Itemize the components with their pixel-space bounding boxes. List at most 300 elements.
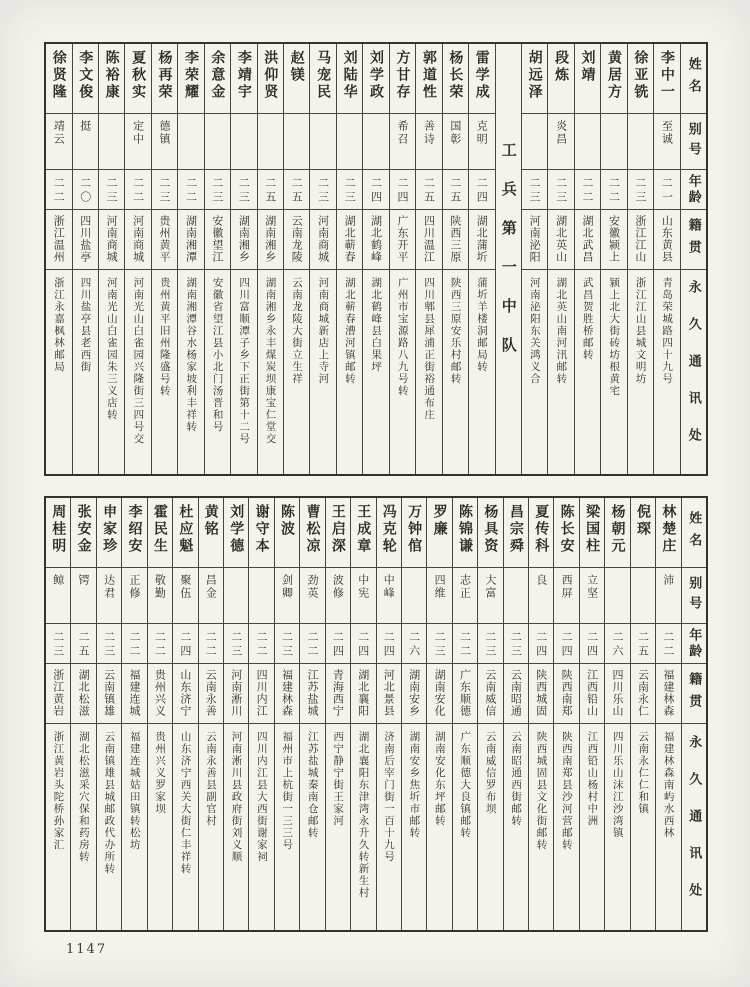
name-cell-text: 李靖宇	[235, 50, 252, 101]
address-cell	[152, 270, 177, 474]
name-cell-text: 陈波	[279, 504, 296, 538]
address-cell-text: 安徽省望江县小北门汤晋和号	[211, 277, 224, 433]
name-cell	[377, 498, 401, 568]
address-cell-text: 西宁静宁街王家河	[332, 731, 345, 827]
name-cell-text: 冯克轮	[380, 504, 397, 555]
age-cell	[580, 624, 604, 664]
native-cell-text: 浙江江山	[633, 215, 647, 263]
entry-column	[70, 498, 95, 930]
name-cell-text: 陈锦谦	[456, 504, 473, 555]
age-cell-text: 二二	[184, 177, 198, 205]
age-cell-text: 二三	[102, 631, 116, 659]
alias-cell	[122, 568, 146, 624]
age-cell	[453, 624, 477, 664]
name-cell-text: 刘靖	[579, 50, 596, 84]
address-cell	[504, 724, 528, 930]
alias-cell-text: 西屏	[560, 574, 574, 600]
name-cell	[478, 498, 502, 568]
age-cell	[73, 170, 98, 210]
address-cell	[478, 724, 502, 930]
address-cell-text: 云南龙陵大街立生祥	[290, 277, 303, 385]
name-cell-text: 李绍安	[126, 504, 143, 555]
address-cell	[628, 270, 653, 474]
register-table-top	[44, 42, 708, 476]
native-cell-text: 湖北松滋	[77, 669, 91, 717]
native-cell-text: 河南商城	[131, 215, 145, 263]
address-cell-text: 云南威信罗布坝	[484, 731, 497, 815]
age-cell	[205, 170, 230, 210]
name-cell-text: 刘学政	[368, 50, 385, 101]
address-cell	[656, 724, 680, 930]
address-cell-text: 福州市上杭街一三三号	[281, 731, 294, 851]
address-cell	[148, 724, 172, 930]
name-cell	[97, 498, 121, 568]
address-cell	[326, 724, 350, 930]
entry-column	[521, 44, 547, 474]
address-cell-text: 广东顺德大良镇邮转	[459, 731, 472, 839]
alias-cell	[363, 114, 388, 170]
age-cell	[469, 170, 494, 210]
native-cell-text: 贵州兴义	[153, 669, 167, 717]
native-cell	[654, 210, 679, 270]
age-cell-text: 二三	[554, 177, 568, 205]
name-cell-text: 黄居方	[605, 50, 622, 101]
age-cell-text: 二四	[331, 631, 345, 659]
address-cell-text: 四川盐亭县老西街	[79, 277, 92, 373]
header-alias-label-text: 别号	[686, 575, 702, 616]
address-cell	[427, 724, 451, 930]
name-cell-text: 杨长荣	[447, 50, 464, 101]
address-cell	[654, 270, 679, 474]
entry-column	[376, 498, 401, 930]
alias-cell-text: 中宪	[356, 574, 370, 600]
address-cell-text: 浙江黄岩头陀桥孙家汇	[52, 731, 65, 851]
age-cell	[300, 624, 324, 664]
entry-column	[248, 498, 273, 930]
native-cell	[656, 664, 680, 724]
alias-cell	[71, 568, 95, 624]
name-cell-text: 李荣耀	[182, 50, 199, 101]
name-cell	[249, 498, 273, 568]
native-cell	[173, 664, 197, 724]
address-cell-text: 浙江江山县城文明坊	[634, 277, 647, 385]
address-cell-text: 河南淅川县政府街刘义顺	[230, 731, 243, 863]
native-cell-text: 河南淅川	[229, 669, 243, 717]
age-cell	[284, 170, 309, 210]
native-cell-text: 湖南安化	[433, 669, 447, 717]
name-cell-text: 张安金	[75, 504, 92, 555]
alias-cell	[443, 114, 468, 170]
section-column-text: 工兵第一中队	[499, 142, 518, 376]
name-cell	[326, 498, 350, 568]
name-cell-text: 申家珍	[101, 504, 118, 555]
alias-cell	[575, 114, 600, 170]
header-alias-label	[682, 568, 706, 624]
name-cell	[258, 44, 283, 114]
header-address-label	[682, 724, 706, 930]
address-cell	[575, 270, 600, 474]
age-cell-text: 二四	[395, 177, 409, 205]
entry-column	[630, 498, 655, 930]
age-cell	[173, 624, 197, 664]
name-cell-text: 黄铭	[202, 504, 219, 538]
age-cell	[99, 170, 124, 210]
name-cell	[125, 44, 150, 114]
entry-column	[426, 498, 451, 930]
address-cell-text: 湖南湘乡永丰煤炭坝康宝仁堂交	[264, 277, 277, 445]
alias-cell-text: 志正	[458, 574, 472, 600]
name-cell	[275, 498, 299, 568]
name-cell	[122, 498, 146, 568]
alias-cell-text: 正修	[128, 574, 141, 600]
entry-column	[147, 498, 172, 930]
name-cell-text: 昌宗舜	[507, 504, 524, 555]
entry-column	[257, 44, 283, 474]
age-cell	[654, 170, 679, 210]
native-cell-text: 湖北武昌	[581, 215, 595, 263]
header-column	[680, 44, 706, 474]
age-cell-text: 二四	[534, 631, 548, 659]
entry-column	[389, 44, 415, 474]
entry-column	[283, 44, 309, 474]
native-cell-text: 山东黄县	[660, 215, 674, 263]
name-cell-text: 刘陆华	[341, 50, 358, 101]
age-cell-text: 二二	[131, 177, 145, 205]
native-cell	[631, 664, 655, 724]
entry-column	[177, 44, 203, 474]
name-cell-text: 陈裕康	[103, 50, 120, 101]
entry-column	[204, 44, 230, 474]
name-cell-text: 杜应魁	[177, 504, 194, 555]
alias-cell-text: 定中	[131, 120, 145, 146]
address-cell	[529, 724, 553, 930]
age-cell	[363, 170, 388, 210]
address-cell-text: 陕西三原安乐村邮转	[449, 277, 462, 385]
address-cell-text: 江苏盐城秦南仓邮转	[306, 731, 319, 839]
alias-cell-text: 希召	[395, 120, 409, 146]
native-cell-text: 陕西城固	[534, 669, 548, 717]
age-cell	[351, 624, 375, 664]
name-cell-text: 梁国柱	[584, 504, 601, 555]
native-cell-text: 湖北英山	[554, 215, 568, 263]
age-cell	[416, 170, 441, 210]
alias-cell	[199, 568, 223, 624]
native-cell-text: 湖南湘乡	[263, 215, 277, 263]
alias-cell	[453, 568, 477, 624]
native-cell-text: 河南商城	[316, 215, 330, 263]
name-cell-text: 周桂明	[50, 504, 67, 555]
address-cell	[522, 270, 547, 474]
address-cell-text: 湖北松滋采穴保和药房转	[77, 731, 90, 863]
native-cell-text: 云南威信	[483, 669, 497, 717]
entry-column	[477, 498, 502, 930]
native-cell-text: 湖南安乡	[407, 669, 421, 717]
alias-cell	[46, 114, 71, 170]
name-cell-text: 徐贤隆	[50, 50, 67, 101]
native-cell-text: 江西铅山	[585, 669, 599, 717]
age-cell	[504, 624, 528, 664]
age-cell	[46, 624, 70, 664]
native-cell	[46, 664, 70, 724]
alias-cell-text: 立坚	[585, 574, 599, 600]
address-cell-text: 云南昭通西街邮转	[510, 731, 523, 827]
address-cell	[377, 724, 401, 930]
native-cell-text: 广东开平	[395, 215, 409, 263]
age-cell-text: 二六	[407, 631, 421, 659]
age-cell	[326, 624, 350, 664]
entry-column	[452, 498, 477, 930]
address-cell	[337, 270, 362, 474]
address-cell	[122, 724, 146, 930]
age-cell-text: 二三	[316, 177, 330, 205]
alias-cell	[351, 568, 375, 624]
name-cell	[99, 44, 124, 114]
name-cell-text: 曹松凉	[304, 504, 321, 555]
native-cell-text: 湖北鹤峰	[369, 215, 383, 263]
age-cell	[575, 170, 600, 210]
native-cell	[224, 664, 248, 724]
entry-column	[172, 498, 197, 930]
address-cell	[601, 270, 626, 474]
entry-column	[362, 44, 388, 474]
name-cell-text: 杨朝元	[609, 504, 626, 555]
native-cell	[97, 664, 121, 724]
name-cell-text: 徐亚铣	[632, 50, 649, 101]
age-cell-text: 二三	[528, 177, 542, 205]
age-cell	[97, 624, 121, 664]
native-cell	[351, 664, 375, 724]
native-cell-text: 安徽颍上	[607, 215, 621, 263]
native-cell	[258, 210, 283, 270]
native-cell-text: 湖北襄阳	[356, 669, 370, 717]
address-cell	[258, 270, 283, 474]
address-cell	[205, 270, 230, 474]
name-cell-text: 倪琛	[634, 504, 651, 538]
name-cell	[656, 498, 680, 568]
age-cell	[529, 624, 553, 664]
entry-column	[72, 44, 98, 474]
native-cell-text: 云南龙陵	[290, 215, 304, 263]
address-cell	[73, 270, 98, 474]
native-cell	[605, 664, 629, 724]
native-cell	[443, 210, 468, 270]
alias-cell-text: 良	[534, 574, 548, 587]
entry-column	[96, 498, 121, 930]
address-cell	[351, 724, 375, 930]
entry-column	[600, 44, 626, 474]
age-cell	[337, 170, 362, 210]
native-cell-text: 云南镇雄	[102, 669, 116, 717]
entry-column	[627, 44, 653, 474]
name-cell	[402, 498, 426, 568]
address-cell-text: 湖南安乡焦圻市邮转	[408, 731, 421, 839]
address-cell-text: 河南商城新店上寺河	[317, 277, 330, 385]
address-cell	[310, 270, 335, 474]
native-cell-text: 青海西宁	[331, 669, 345, 717]
header-native-label	[682, 664, 706, 724]
age-cell-text: 二三	[210, 177, 224, 205]
age-cell	[310, 170, 335, 210]
age-cell-text: 二二	[153, 631, 167, 659]
alias-cell-text: 中峰	[382, 574, 396, 600]
name-cell	[178, 44, 203, 114]
name-cell	[580, 498, 604, 568]
alias-cell	[300, 568, 324, 624]
entry-column	[579, 498, 604, 930]
name-cell-text: 万钟倌	[406, 504, 423, 555]
alias-cell	[656, 568, 680, 624]
native-cell-text: 浙江黄岩	[51, 669, 65, 717]
age-cell-text: 二五	[422, 177, 436, 205]
name-cell	[548, 44, 573, 114]
alias-cell	[654, 114, 679, 170]
age-cell-text: 二四	[475, 177, 489, 205]
alias-cell	[529, 568, 553, 624]
alias-cell-text: 靖云	[52, 120, 66, 146]
address-cell-text: 陕西南郑县沙河营邮转	[560, 731, 573, 851]
address-cell-text: 云南永善县副官村	[205, 731, 218, 827]
alias-cell	[377, 568, 401, 624]
native-cell-text: 湖北蒲圻	[475, 215, 489, 263]
alias-cell	[275, 568, 299, 624]
name-cell	[71, 498, 95, 568]
age-cell-text: 二三	[158, 177, 172, 205]
alias-cell	[478, 568, 502, 624]
alias-cell	[173, 568, 197, 624]
name-cell	[575, 44, 600, 114]
age-cell	[605, 624, 629, 664]
alias-cell	[580, 568, 604, 624]
alias-cell	[337, 114, 362, 170]
page-number: 1147	[66, 942, 108, 957]
header-age-label	[682, 624, 706, 664]
entry-column	[655, 498, 680, 930]
alias-cell-text: 挺	[78, 120, 92, 133]
age-cell	[199, 624, 223, 664]
native-cell-text: 四川盐亭	[78, 215, 92, 263]
alias-cell-text: 劲英	[305, 574, 319, 600]
alias-cell-text: 剑卿	[280, 574, 294, 600]
native-cell	[205, 210, 230, 270]
native-cell-text: 广东顺德	[458, 669, 472, 717]
name-cell	[416, 44, 441, 114]
alias-cell-text: 沛	[661, 574, 675, 587]
entry-column	[574, 44, 600, 474]
address-cell-text: 福建林森南屿水西林	[662, 731, 675, 839]
address-cell-text: 四川郫县犀浦正街裕通布庄	[423, 277, 436, 421]
address-cell	[173, 724, 197, 930]
age-cell-text: 二二	[661, 631, 675, 659]
entry-column	[442, 44, 468, 474]
native-cell	[71, 664, 95, 724]
address-cell-text: 湖北鹤峰县白果坪	[370, 277, 383, 373]
native-cell	[178, 210, 203, 270]
name-cell	[46, 498, 70, 568]
name-cell	[300, 498, 324, 568]
address-cell	[300, 724, 324, 930]
address-cell	[71, 724, 95, 930]
native-cell-text: 江苏盐城	[305, 669, 319, 717]
entry-column	[468, 44, 494, 474]
native-cell	[363, 210, 388, 270]
entry-column	[604, 498, 629, 930]
native-cell	[300, 664, 324, 724]
entry-column	[274, 498, 299, 930]
alias-cell-text: 四维	[433, 574, 447, 600]
address-cell-text: 颍上北大街砖坊根黄宅	[608, 277, 621, 397]
alias-cell	[249, 568, 273, 624]
native-cell	[148, 664, 172, 724]
name-cell	[469, 44, 494, 114]
name-cell-text: 洪仰贤	[262, 50, 279, 101]
age-cell	[548, 170, 573, 210]
header-address-label-text: 永久通讯处	[686, 734, 702, 920]
age-cell	[258, 170, 283, 210]
alias-cell	[504, 568, 528, 624]
address-cell-text: 湖北襄阳东津湾永升久转新生村	[357, 731, 370, 899]
native-cell	[377, 664, 401, 724]
age-cell-text: 二三	[343, 177, 357, 205]
name-cell-text: 胡远泽	[526, 50, 543, 101]
entry-column	[46, 498, 70, 930]
address-cell-text: 湖南安化东坪邮转	[433, 731, 446, 827]
native-cell	[427, 664, 451, 724]
address-cell-text: 贵州黄平旧州隆盛号转	[158, 277, 171, 397]
age-cell	[125, 170, 150, 210]
name-cell	[199, 498, 223, 568]
native-cell-text: 云南永善	[204, 669, 218, 717]
alias-cell-text: 善诗	[422, 120, 436, 146]
address-cell	[443, 270, 468, 474]
name-cell-text: 罗廉	[431, 504, 448, 538]
age-cell	[628, 170, 653, 210]
name-cell-text: 陈长安	[558, 504, 575, 555]
name-cell	[224, 498, 248, 568]
name-cell	[337, 44, 362, 114]
address-cell-text: 蒲圻羊楼洞邮局转	[476, 277, 489, 373]
header-alias-label-text: 别号	[685, 121, 701, 162]
alias-cell-text: 聚伍	[178, 574, 192, 600]
age-cell	[122, 624, 146, 664]
age-cell-text: 二二	[581, 177, 595, 205]
header-column	[681, 498, 706, 930]
alias-cell-text: 炎昌	[554, 120, 568, 146]
address-cell-text: 河南泌阳东关鸿义合	[528, 277, 541, 385]
age-cell	[601, 170, 626, 210]
age-cell-text: 二三	[237, 177, 251, 205]
header-age-label-text: 年龄	[685, 173, 701, 206]
alias-cell-text: 大富	[483, 574, 497, 600]
address-cell	[580, 724, 604, 930]
native-cell-text: 湖南湘潭	[184, 215, 198, 263]
age-cell-text: 二〇	[78, 177, 92, 205]
entry-column	[336, 44, 362, 474]
header-native-label	[681, 210, 706, 270]
native-cell	[275, 664, 299, 724]
age-cell-text: 二二	[458, 631, 472, 659]
name-cell	[173, 498, 197, 568]
native-cell-text: 福建林森	[280, 669, 294, 717]
alias-cell	[605, 568, 629, 624]
age-cell-text: 二三	[105, 177, 119, 205]
name-cell-text: 郭道性	[420, 50, 437, 101]
alias-cell	[152, 114, 177, 170]
alias-cell	[548, 114, 573, 170]
address-cell	[402, 724, 426, 930]
name-cell	[351, 498, 375, 568]
address-cell-text: 湖南湘潭谷水杨家坡利丰祥转	[185, 277, 198, 433]
address-cell	[97, 724, 121, 930]
